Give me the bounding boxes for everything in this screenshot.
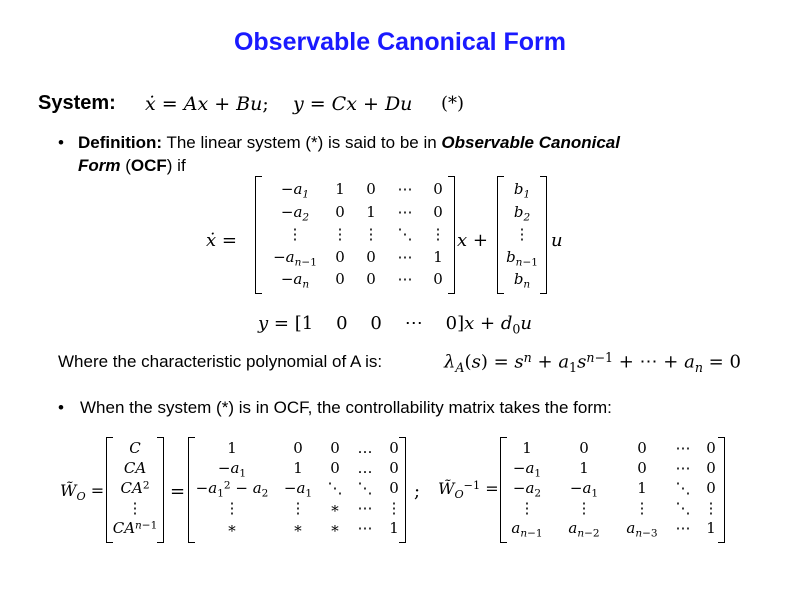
matrix-wo-inverse: 1 0 0 ⋯ 0 $-a_1$ 1 0 ⋯ 0 $-a_2$ $-a_1$ 1 ⋱ 0 ⋮ ⋮ ⋮ ⋱ ⋮ $a_{n-1}$ $a_{n-2}$ $a_{n-3}$ ⋯ 1 [500, 437, 725, 543]
characteristic-text: Where the characteristic polynomial of A is: [58, 352, 383, 371]
controllability-text: When the system (*) is in OCF, the controllability matrix takes the form: [80, 398, 612, 417]
definition-line-1 [78, 133, 620, 153]
matrix-a: $-a_1$ 1 0 ⋯ 0 $-a_2$ 0 1 ⋯ 0 ⋮ ⋮ ⋮ ⋱ ⋮ $-a_{n-1}$ 0 0 ⋯ 1 $-a_n$ 0 0 ⋯ 0 [255, 176, 455, 294]
definition-emphasis: Observable Canonical [441, 133, 620, 152]
definition-lead: Definition: [78, 133, 163, 152]
separator: ; [414, 481, 421, 502]
definition-paren-close: ) if [166, 156, 186, 175]
definition-form: Form [78, 156, 121, 175]
characteristic-polynomial: $\lambda_A(s) = s^n + a_1s^{n-1}$ + ⋯ + $a_n = 0$ [444, 350, 741, 376]
system-equation: ẋ = Ax + Bu; y = Cx + Du [145, 93, 413, 115]
matrix-wo: 1 0 0 … 0 $-a_1$ 1 0 … 0 $-a_1^2 - a_2$ $-a_1$ ⋱ ⋱ 0 ⋮ ⋮ ∗ ⋯ ⋮ ∗ ∗ ∗ ⋯ 1 [188, 437, 406, 543]
xdot-x-plus: x + [457, 230, 488, 251]
xdot-lhs: ẋ = [206, 230, 237, 251]
wo-inverse-lhs: $W̃_O^{-1}$ = [438, 479, 499, 501]
definition-bullet: • [58, 133, 64, 152]
page-title: Observable Canonical Form [233, 28, 567, 56]
definition-text: The linear system (*) is said to be in [162, 133, 442, 152]
definition-paren-open: ( [120, 156, 131, 175]
matrix-b: $b_1$ $b_2$ ⋮ $b_{n-1}$ $b_n$ [497, 176, 547, 294]
equals-sign: = [170, 481, 186, 502]
wo-lhs: $W̃_O$ = [60, 481, 105, 503]
system-label: System: [38, 92, 116, 114]
equation-tag: (*) [441, 93, 465, 114]
controllability-bullet: • [58, 398, 64, 417]
xdot-u: u [551, 230, 563, 251]
definition-abbrev: OCF [130, 156, 167, 175]
output-equation: y = [1 0 0 ⋯ $0]x + d_0u$ [258, 313, 532, 337]
definition-line-2 [78, 156, 186, 176]
matrix-observability: C CA $CA^2$ ⋮ $CA^{n-1}$ [106, 437, 164, 543]
